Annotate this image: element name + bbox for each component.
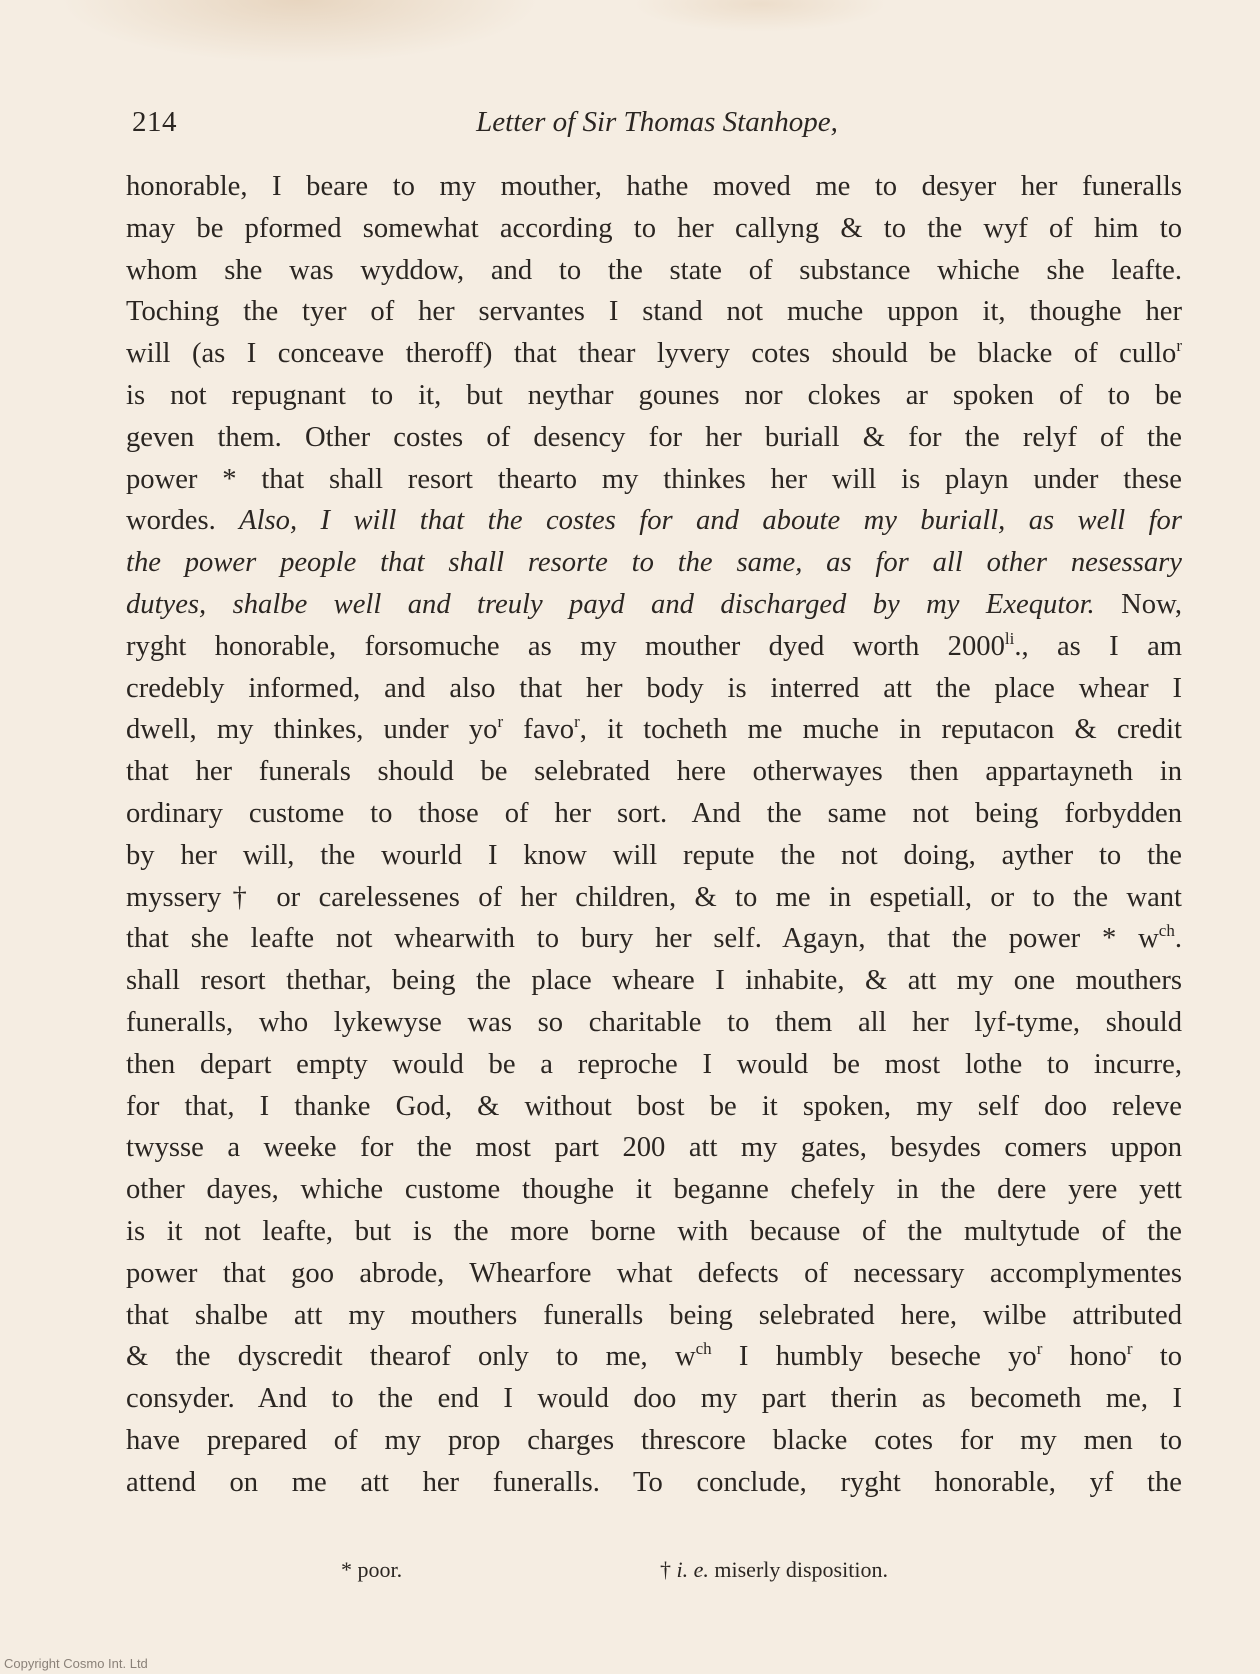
text-run: will (as I conceave theroff) that thear lyvery cotes should be blacke of cullo <box>126 338 1177 370</box>
superscript: li <box>1004 628 1015 648</box>
text-run: ryght honorable, forsomuche as my mouther dyed worth 2000 <box>126 630 1005 662</box>
text-line: attend on me att her funeralls. To conclude, ryght honorable, yf the <box>126 1466 1182 1498</box>
superscript: r <box>1126 1339 1133 1359</box>
text-line <box>126 626 1182 668</box>
text-line: that shalbe att my mouthers funeralls being selebrated here, wilbe attributed <box>126 1299 1182 1331</box>
text-line: then depart empty would be a reproche I would be most lothe to incurre, <box>126 1048 1182 1080</box>
footnote-myssery <box>660 1557 888 1583</box>
text-run: & the dyscredit thearof only to me, w <box>126 1341 696 1373</box>
text-line <box>126 584 1182 626</box>
text-run: ., as I am <box>1014 630 1182 662</box>
will-quotation: the power people that shall resorte to the same, as for all other nesessary <box>126 547 1182 579</box>
will-quotation: dutyes, shalbe well and treuly payd and discharged by my Exequtor. <box>126 588 1095 620</box>
running-title: Letter of Sir Thomas Stanhope, <box>476 106 838 138</box>
superscript: r <box>1036 1339 1043 1359</box>
text-run: hono <box>1042 1341 1127 1373</box>
text-line: is not repugnant to it, but neythar gounes nor clokes ar spoken of to be <box>126 379 1182 411</box>
text-run: I humbly beseche yo <box>711 1341 1037 1373</box>
superscript: r <box>1176 336 1182 356</box>
superscript: ch <box>695 1339 712 1359</box>
footnote-abbrev: i. e. <box>676 1557 709 1582</box>
superscript: r <box>497 712 504 732</box>
text-line: consyder. And to the end I would doo my part therin as becometh me, I <box>126 1383 1182 1415</box>
page-number: 214 <box>132 106 177 138</box>
text-run: Now, <box>1121 588 1183 620</box>
text-line: have prepared of my prop charges threscore blacke cotes for my men to <box>126 1424 1182 1456</box>
text-line: credebly informed, and also that her body is interred att the place whear I <box>126 672 1182 704</box>
text-run: , it tocheth me muche in reputacon & credit <box>579 714 1182 746</box>
text-line: may be pformed somewhat according to her callyng & to the wyf of him to <box>126 212 1182 244</box>
text-line: honorable, I beare to my mouther, hathe moved me to desyer her funeralls <box>126 171 1182 202</box>
text-line: power * that shall resort thearto my thinkes her will is playn under these <box>126 463 1182 495</box>
text-run: . <box>1174 923 1182 955</box>
text-line <box>126 333 1182 375</box>
text-line: shall resort thethar, being the place wheare I inhabite, & att my one mouthers <box>126 965 1182 997</box>
text-line: myssery† or carelessenes of her children, & to me in espetiall, or to the want <box>126 881 1182 913</box>
text-run: wordes. <box>126 505 216 537</box>
superscript: r <box>574 712 580 732</box>
copyright-watermark: Copyright Cosmo Int. Ltd <box>4 1656 148 1671</box>
text-line: that her funerals should be selebrated here otherwayes then appartayneth in <box>126 756 1182 788</box>
page-header <box>132 106 1182 150</box>
footnotes <box>0 1557 1260 1591</box>
text-line: by her will, the wourld I know will repute the not doing, ayther to the <box>126 839 1182 871</box>
superscript: ch <box>1158 921 1175 941</box>
text-line <box>126 918 1182 960</box>
text-run: dwell, my thinkes, under yo <box>126 714 498 746</box>
letter-body <box>126 166 1182 1504</box>
footnote-text: miserly disposition. <box>714 1557 888 1582</box>
text-line: ordinary custome to those of her sort. And the same not being forbydden <box>126 797 1182 829</box>
text-line: other dayes, whiche custome thoughe it beganne chefely in the dere yere yett <box>126 1174 1182 1206</box>
text-line: power that goo abrode, Whearfore what defects of necessary accomplymentes <box>126 1257 1182 1289</box>
text-line: Toching the tyer of her servantes I stand not muche uppon it, thoughe her <box>126 296 1182 328</box>
text-line: for that, I thanke God, & without bost be it spoken, my self doo releve <box>126 1090 1182 1122</box>
text-line: geven them. Other costes of desency for her buriall & for the relyf of the <box>126 421 1182 453</box>
text-run: favo <box>503 714 575 746</box>
text-line: whom she was wyddow, and to the state of substance whiche she leafte. <box>126 254 1182 286</box>
text-run: that she leafte not whearwith to bury her self. Agayn, that the power * w <box>126 923 1159 955</box>
dagger-mark: † <box>660 1557 671 1582</box>
text-line <box>126 1336 1182 1378</box>
text-line: twysse a weeke for the most part 200 att my gates, besydes comers uppon <box>126 1132 1182 1164</box>
text-line <box>126 500 1182 542</box>
text-run: to <box>1132 1341 1182 1373</box>
text-line: funeralls, who lykewyse was so charitable to them all her lyf-tyme, should <box>126 1006 1182 1038</box>
text-line <box>126 709 1182 751</box>
will-quotation: Also, I will that the costes for and aboute my buriall, as well for <box>239 505 1182 537</box>
text-line: is it not leafte, but is the more borne with because of the multytude of the <box>126 1215 1182 1247</box>
footnote-poor: * poor. <box>341 1557 403 1582</box>
